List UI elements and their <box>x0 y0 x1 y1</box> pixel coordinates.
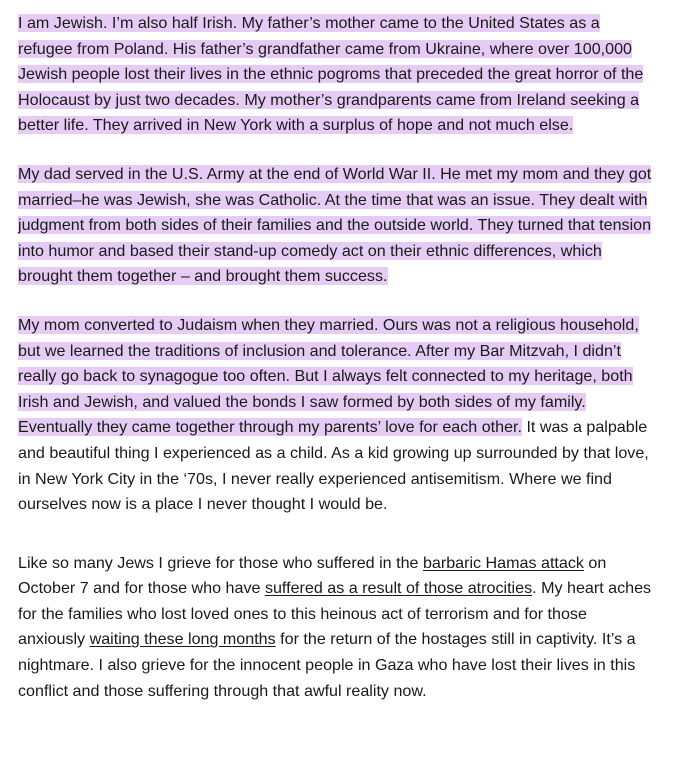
highlighted-text: My mom converted to Judaism when they married. Ours was not a religious household, but we learned the traditions of inclusion and tolerance. After my Bar Mitzvah, I didn’t really go back to synagogue too often. But I always felt connected to my heritage, both Irish and Jewish, and valued the bonds I saw formed by both sides of my family. Eventually they came together through my parents’ love for each other. <box>18 315 639 437</box>
highlighted-text: I am Jewish. I’m also half Irish. My father’s mother came to the United States as a refugee from Poland. His father’s grandfather came from Ukraine, where over 100,000 Jewish people lost their lives in the ethnic pogroms that preceded the great horror of the Holocaust by just two decades. My mother’s grandparents came from Ireland seeking a better life. They arrived in New York with a surplus of hope and not much else. <box>18 14 644 135</box>
highlighted-text: My dad served in the U.S. Army at the end of World War II. He met my mom and they got married–he was Jewish, she was Catholic. At the time that was an issue. They dealt with judgment from both sides of their families and the outside world. They turned that tension into humor and based their stand-up comedy act on their ethnic differences, which brought them together – and brought them success. <box>18 164 652 286</box>
paragraph-3 <box>18 313 658 518</box>
plain-text: . My heart aches for the families who lost loved ones to this heinous act of terrorism and for those anxiously <box>18 579 652 649</box>
link-waiting-months[interactable]: waiting these long months <box>89 630 276 649</box>
plain-text: It was a palpable and beautiful thing I experienced as a child. As a kid growing up surrounded by that love, in New York City in the ‘70s, I never really experienced antisemitism. Where we find ourselves now is a place I never thought I would be. <box>18 418 649 514</box>
link-hamas-attack[interactable]: barbaric Hamas attack <box>422 553 584 572</box>
plain-text: Like so many Jews I grieve for those who suffered in the <box>18 553 423 572</box>
paragraph-2 <box>18 162 658 290</box>
plain-text: on October 7 and for those who have <box>18 553 607 598</box>
paragraph-1 <box>18 11 658 139</box>
plain-text: for the return of the hostages still in captivity. It’s a nightmare. I also grieve for the innocent people in Gaza who have lost their lives in this conflict and those suffering through that awful reality now. <box>18 630 636 700</box>
article-body <box>18 11 658 727</box>
link-suffered-atrocities[interactable]: suffered as a result of those atrocities <box>264 579 533 598</box>
paragraph-4 <box>18 551 658 705</box>
